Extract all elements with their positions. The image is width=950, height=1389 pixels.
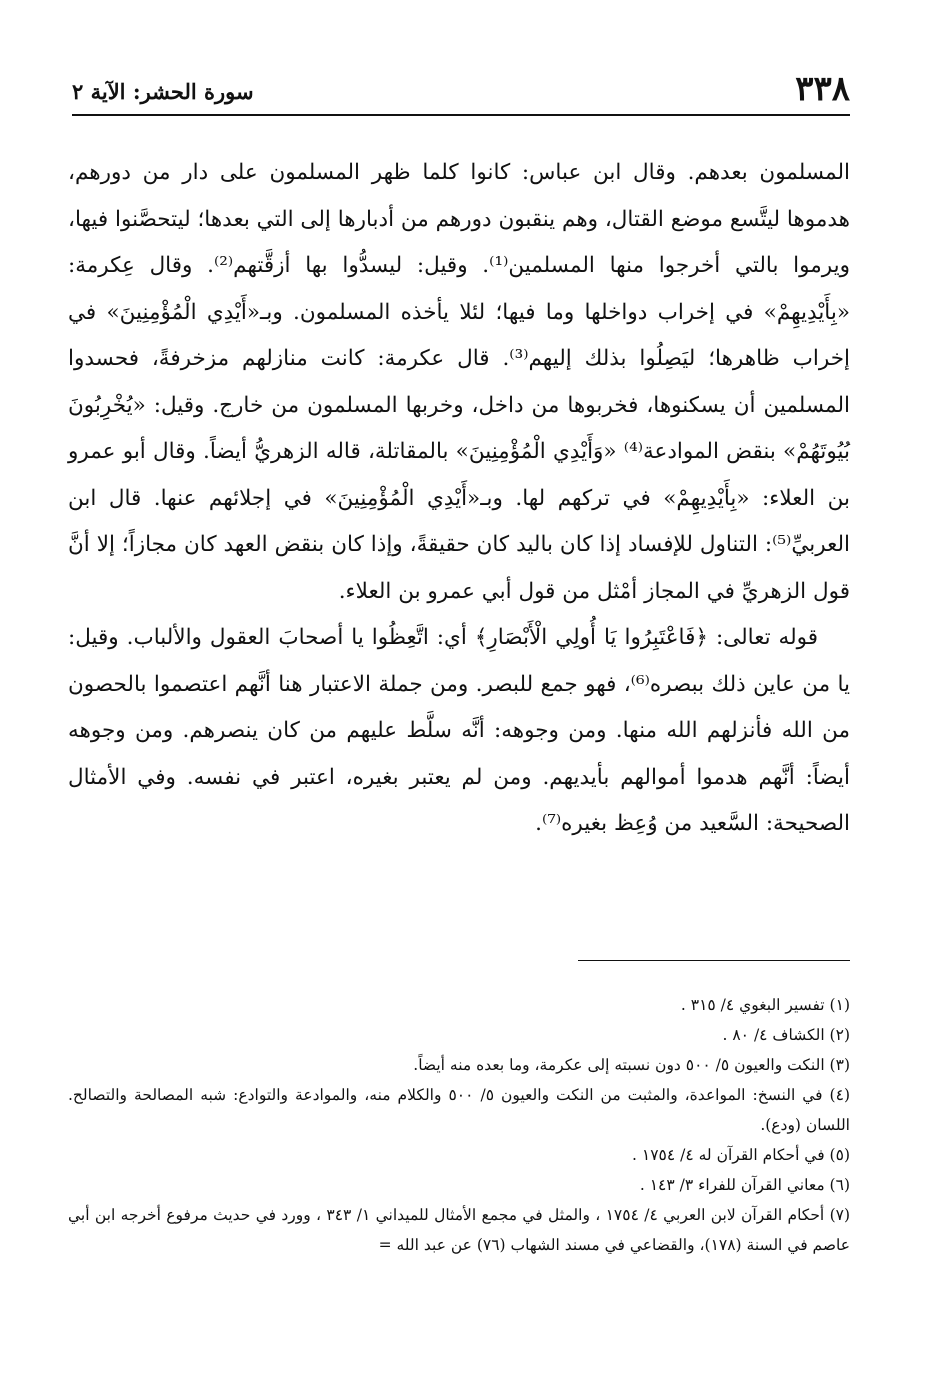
footnote-2: (٢) الكشاف ٤/ ٨٠ . (722, 1026, 850, 1044)
footnotes (68, 990, 850, 1260)
footnote-6: (٦) معاني القرآن للفراء ٣/ ١٤٣ . (639, 1176, 850, 1194)
main-text (68, 150, 850, 848)
page-number: ٣٣٨ (795, 69, 850, 109)
footnote-4: (٤) في النسخ: المواعدة، والمثبت من النكت والعيون ٥/ ٥٠٠ والكلام منه، والموادعة والتوادع: شبه المصالحة والتصالح. اللسان (ودع). (68, 1086, 850, 1134)
running-header (72, 64, 850, 116)
footnote-divider (578, 960, 850, 961)
footnote-5: (٥) في أحكام القرآن له ٤/ ١٧٥٤ . (632, 1146, 850, 1164)
surah-title: سورة الحشر: الآية ٢ (72, 79, 254, 104)
paragraph: المسلمون بعدهم. وقال ابن عباس: كانوا كلما ظهر المسلمون على دار من دورهم، هدموها ليتَّسع موضع القتال، وهم ينقبون دورهم من أدبارها إلى التي بعدها؛ ليتحصَّنوا فيها، ويرموا بالتي أخرجوا منها المسلمين⁽¹⁾. وقيل: ليسدُّوا بها أزقَّتهم⁽²⁾. وقال عِكرمة: «بِأَيْدِيهِمْ» في إخراب دواخلها وما فيها؛ لئلا يأخذه المسلمون. وبـ«أَيْدِي الْمُؤْمِنِينَ» في إخراب ظاهرها؛ ليَصِلُوا بذلك إليهم⁽³⁾. قال عكرمة: كانت منازلهم مزخرفةً، فحسدوا المسلمين أن يسكنوها، فخربوها من داخل، وخربها المسلمون من خارج. وقيل: «يُخْرِبُونَ بُيُوتَهُمْ» بنقض الموادعة⁽⁴⁾ «وَأَيْدِي الْمُؤْمِنِينَ» بالمقاتلة، قاله الزهريُّ أيضاً. وقال أبو عمرو بن العلاء: «بِأَيْدِيهِمْ» في تركهم لها. وبـ«أَيْدِي الْمُؤْمِنِينَ» في إجلائهم عنها. قال ابن العربيِّ⁽⁵⁾: التناول للإفساد إذا كان باليد كان حقيقةً، وإذا كان بنقض العهد كان مجازاً؛ إلا أنَّ قول الزهريِّ في المجاز أمْثل من قول أبي عمرو بن العلاء. (68, 160, 851, 604)
paragraph: قوله تعالى: ﴿فَاعْتَبِرُوا يَا أُولِي الْأَبْصَارِ﴾ أي: اتَّعِظُوا يا أصحابَ العقول والألباب. وقيل: يا من عاين ذلك ببصره⁽⁶⁾، فهو جمع للبصر. ومن جملة الاعتبار هنا أنَّهم اعتصموا بالحصون من الله فأنزلهم الله منها. ومن وجوهه: أنَّه سلَّط عليهم من كان ينصرهم. ومن وجوهه أيضاً: أنَّهم هدموا أموالهم بأيديهم. ومن لم يعتبر بغيره، اعتبر في نفسه. وفي الأمثال الصحيحة: السَّعيد من وُعِظ بغيره⁽⁷⁾. (68, 625, 850, 836)
footnote-3: (٣) النكت والعيون ٥/ ٥٠٠ دون نسبته إلى عكرمة، وما بعده منه أيضاً. (413, 1056, 850, 1074)
footnote-1: (١) تفسير البغوي ٤/ ٣١٥ . (680, 996, 850, 1014)
footnote-7: (٧) أحكام القرآن لابن العربي ٤/ ١٧٥٤ ، والمثل في مجمع الأمثال للميداني ١/ ٣٤٣ ، وورد في حديث مرفوع أخرجه ابن أبي عاصم في السنة (١٧٨)، والقضاعي في مسند الشهاب (٧٦) عن عبد الله = (68, 1206, 851, 1254)
